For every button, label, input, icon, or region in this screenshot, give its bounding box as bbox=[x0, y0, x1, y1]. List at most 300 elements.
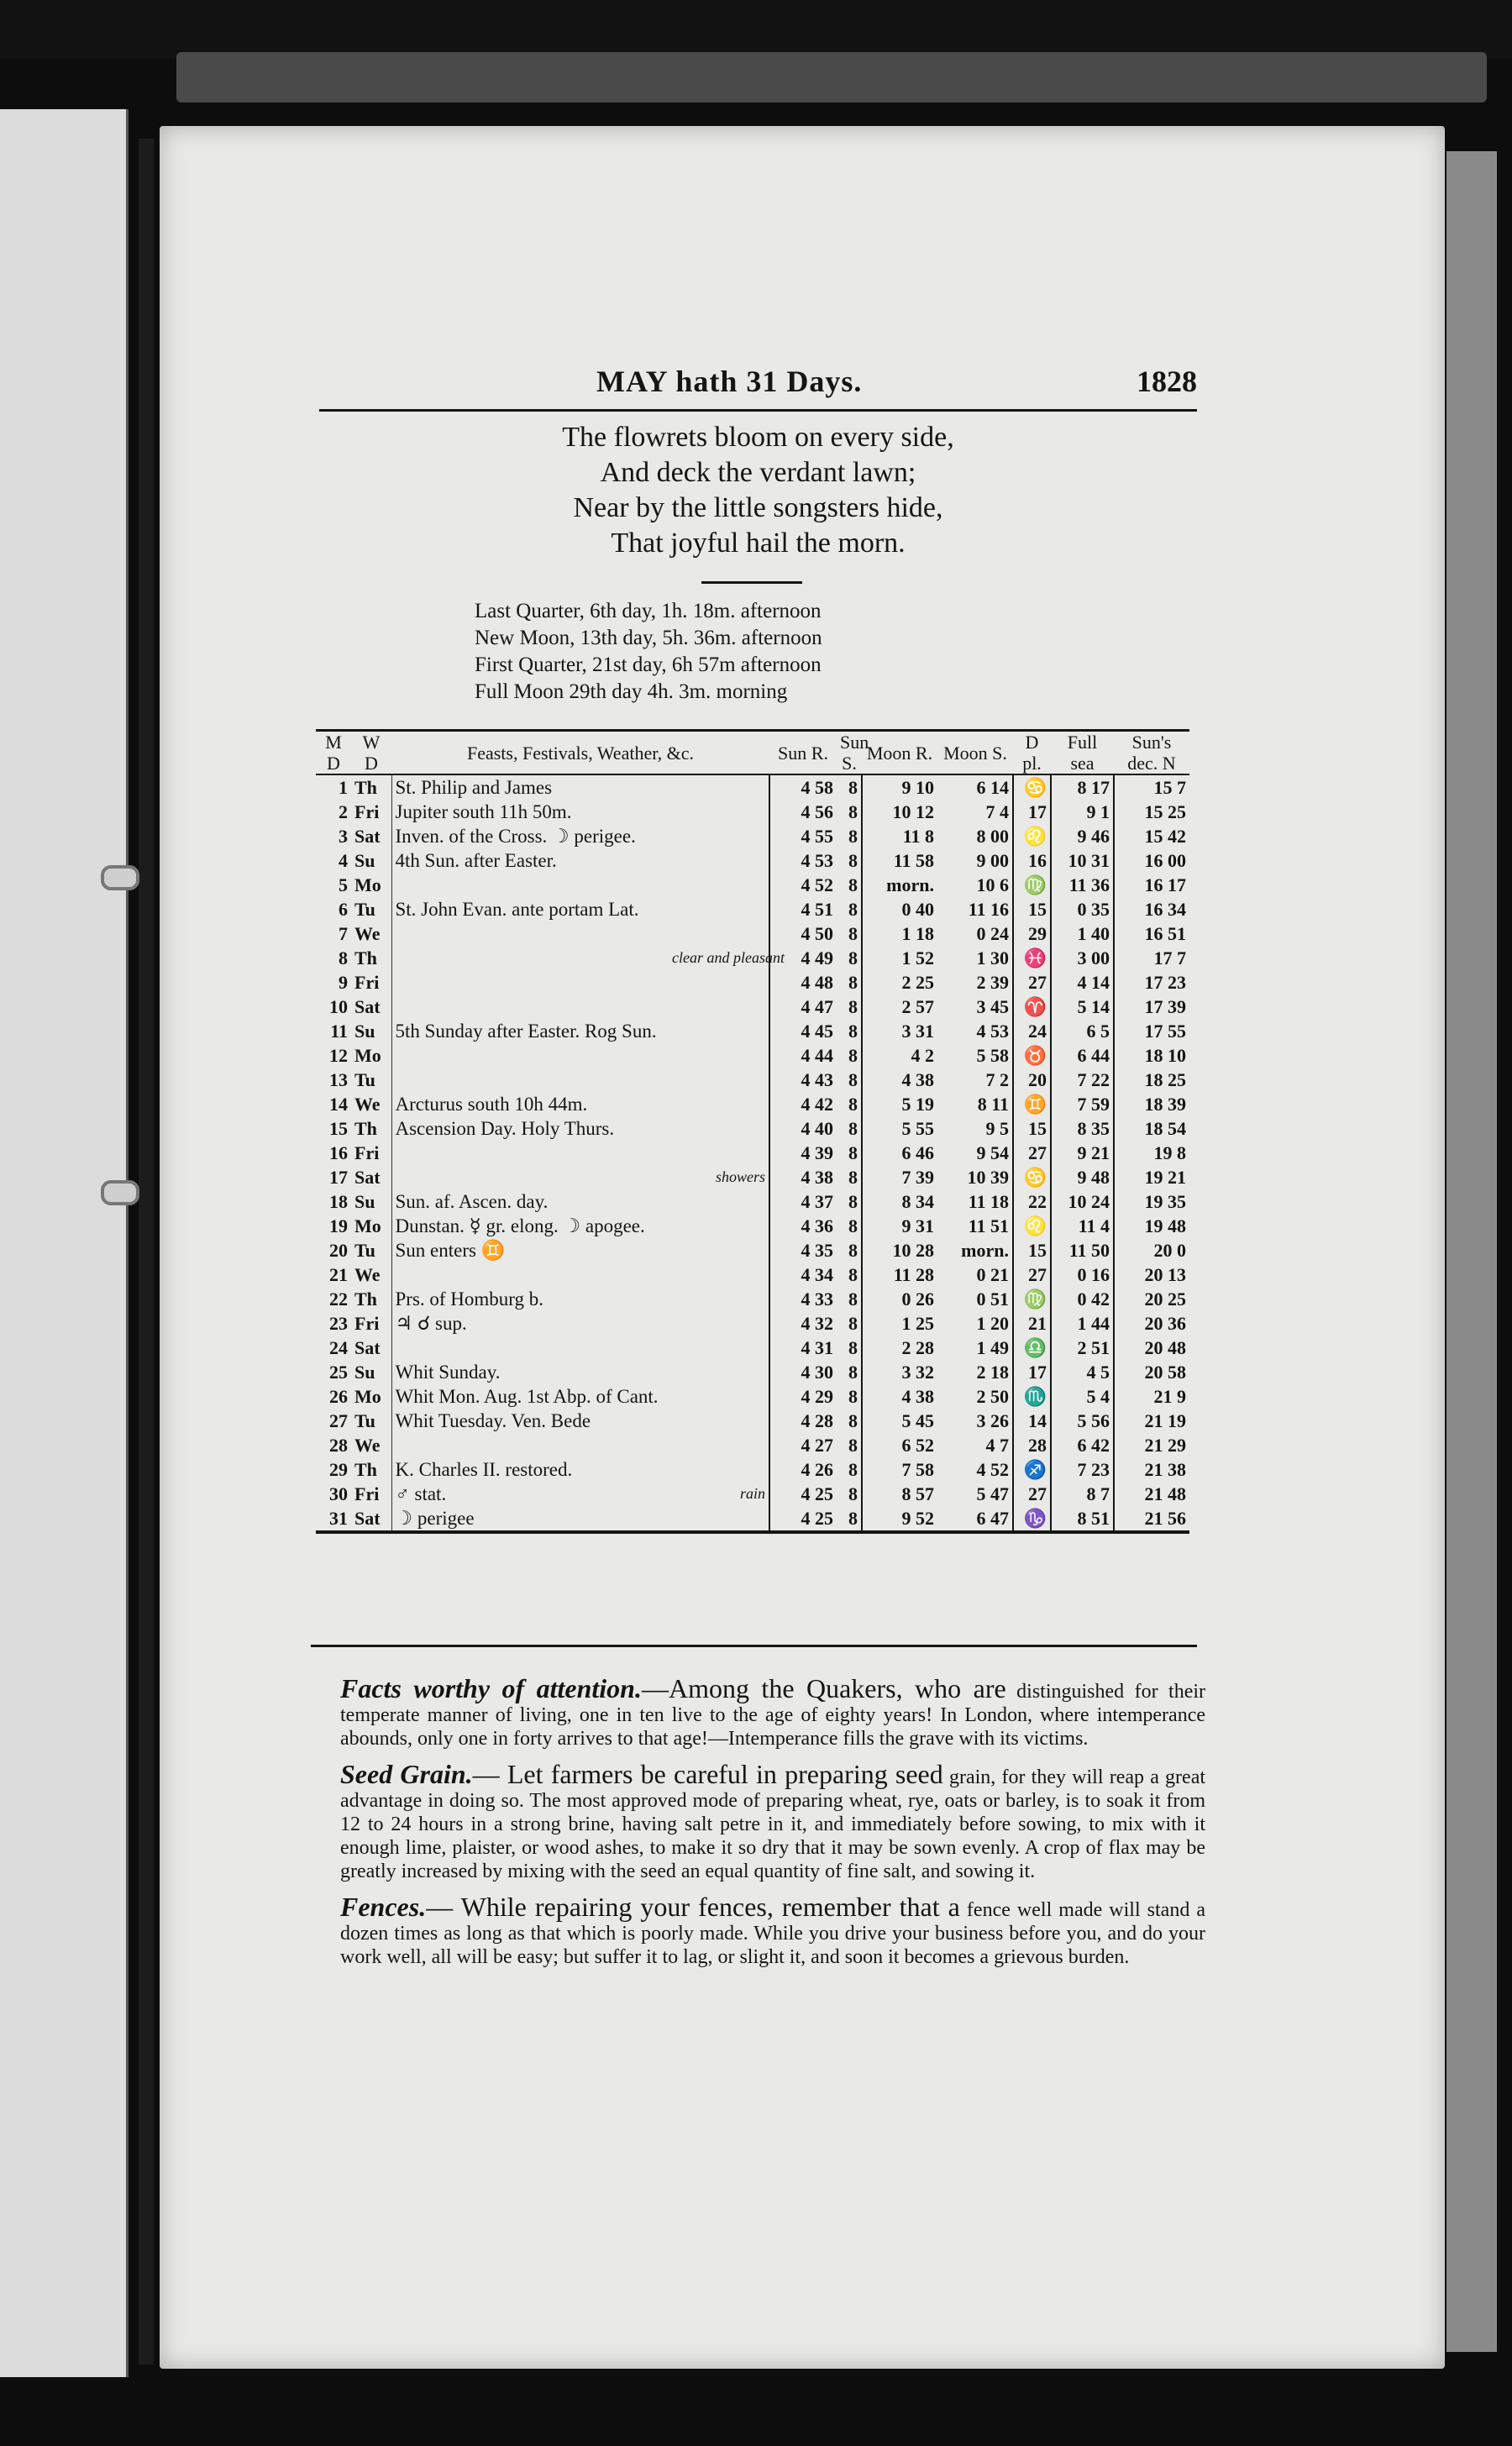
table-row bbox=[316, 1287, 1189, 1311]
cell-week-day: Fri bbox=[351, 800, 391, 824]
cell-sun-dec: 21 56 bbox=[1114, 1506, 1189, 1532]
cell-full-sea: 2 51 bbox=[1051, 1336, 1114, 1360]
cell-month-day: 17 bbox=[329, 1167, 348, 1188]
cell-sun-dec: 15 42 bbox=[1144, 826, 1186, 847]
cell-event: Sun enters ♊ bbox=[395, 1240, 506, 1261]
cell-sun-set: 8 bbox=[837, 1214, 862, 1238]
cell-weather bbox=[669, 1409, 769, 1433]
col-header: D pl. bbox=[1013, 731, 1051, 775]
cell-moon-set: 11 18 bbox=[937, 1189, 1013, 1214]
cell-moon-rise: 8 34 bbox=[901, 1191, 934, 1212]
cell-week-day: Mo bbox=[351, 1214, 391, 1238]
cell-moon-rise: 7 39 bbox=[901, 1167, 934, 1188]
cell-event bbox=[391, 1165, 669, 1189]
table-row bbox=[316, 873, 1189, 897]
cell-sun-set: 8 bbox=[837, 873, 862, 897]
cell-moon-place: 27 bbox=[1013, 1262, 1051, 1287]
cell-sun-set: 8 bbox=[837, 1506, 862, 1532]
cell-month-day: 20 bbox=[329, 1240, 348, 1261]
table-row bbox=[316, 1262, 1189, 1287]
cell-moon-place: ♑ bbox=[1013, 1506, 1051, 1532]
table-row bbox=[316, 1189, 1189, 1214]
cell-moon-rise: 1 18 bbox=[901, 923, 934, 944]
cell-weather: showers bbox=[669, 1165, 769, 1189]
cell-month-day: 23 bbox=[329, 1313, 348, 1334]
cell-sun-rise: 4 53 bbox=[801, 850, 833, 871]
cell-moon-place: 15 bbox=[1013, 1238, 1051, 1262]
cell-week-day: Th bbox=[351, 946, 391, 970]
cell-moon-rise: 11 58 bbox=[893, 850, 934, 871]
cell-sun-set: 8 bbox=[837, 1262, 862, 1287]
cell-full-sea: 1 44 bbox=[1051, 1311, 1114, 1336]
cell-full-sea: 9 1 bbox=[1051, 800, 1114, 824]
cell-moon-set: 4 7 bbox=[937, 1433, 1013, 1457]
cell-month-day: 18 bbox=[329, 1191, 348, 1212]
cell-sun-set: 8 bbox=[837, 1409, 862, 1433]
cell-week-day: We bbox=[351, 921, 391, 946]
cell-moon-place: ♉ bbox=[1013, 1043, 1051, 1068]
cell-moon-rise: 10 12 bbox=[892, 801, 934, 822]
cell-week-day: Su bbox=[351, 1189, 391, 1214]
cell-event bbox=[391, 995, 669, 1019]
cell-event bbox=[391, 873, 669, 897]
cell-event: St. John Evan. ante portam Lat. bbox=[395, 899, 639, 920]
cell-event bbox=[391, 921, 669, 946]
cell-moon-place: 17 bbox=[1013, 1360, 1051, 1384]
cell-full-sea: 5 14 bbox=[1051, 995, 1114, 1019]
col-header: Moon R. bbox=[862, 731, 937, 775]
cell-event: ☽ perigee bbox=[391, 1506, 669, 1532]
note-title: Seed Grain. bbox=[340, 1759, 473, 1789]
cell-month-day: 1 bbox=[339, 777, 348, 798]
cell-month-day: 4 bbox=[339, 850, 348, 871]
cell-moon-rise: 5 55 bbox=[901, 1118, 934, 1139]
cell-event: Whit Tuesday. Ven. Bede bbox=[395, 1410, 591, 1431]
col-header: Moon S. bbox=[937, 731, 1013, 775]
cell-month-day: 10 bbox=[329, 996, 348, 1017]
cell-sun-dec: 19 21 bbox=[1144, 1167, 1186, 1188]
cell-month-day: 28 bbox=[329, 1435, 348, 1456]
cell-sun-rise: 4 58 bbox=[801, 777, 833, 798]
cell-moon-rise: 6 46 bbox=[901, 1142, 934, 1163]
cell-full-sea: 10 31 bbox=[1051, 848, 1114, 873]
cell-week-day: We bbox=[351, 1433, 391, 1457]
cell-moon-place: 21 bbox=[1013, 1311, 1051, 1336]
note-paragraph bbox=[340, 1892, 1205, 1969]
cell-week-day: Sat bbox=[351, 1165, 391, 1189]
moon-phase-line: Last Quarter, 6th day, 1h. 18m. afternoon bbox=[475, 600, 822, 622]
cell-week-day: Tu bbox=[351, 1068, 391, 1092]
cell-sun-set: 8 bbox=[837, 1019, 862, 1043]
cell-moon-set: 3 26 bbox=[937, 1409, 1013, 1433]
cell-sun-dec: 16 00 bbox=[1144, 850, 1186, 871]
cell-week-day: Sat bbox=[351, 824, 391, 848]
cell-full-sea: 8 7 bbox=[1051, 1482, 1114, 1506]
cell-week-day: Th bbox=[351, 1116, 391, 1141]
cell-sun-rise: 4 35 bbox=[801, 1240, 833, 1261]
cell-sun-rise: 4 43 bbox=[801, 1069, 833, 1090]
cell-event: K. Charles II. restored. bbox=[395, 1459, 573, 1480]
note-text: grain, for they will reap a great advantage in doing so. The most approved mode of preparing wheat, rye, oats or barley, is to soak it from 12 to 24 hours in a strong brine, having salt petre in it, and immediately before sowing, to mix with it enough lime, plaister, or wood ashes, to make it so dry that it may be sown evenly. A crop of flax may be greatly increased by mixing with the seed an equal quantity of fine salt, and sowing it. bbox=[340, 1766, 1206, 1882]
cell-week-day: Fri bbox=[351, 1141, 391, 1165]
cell-moon-rise: 9 52 bbox=[862, 1506, 937, 1532]
cell-week-day: Mo bbox=[351, 873, 391, 897]
cell-moon-set: 5 58 bbox=[937, 1043, 1013, 1068]
cell-moon-rise: 2 28 bbox=[901, 1337, 934, 1358]
table-row bbox=[316, 1457, 1189, 1482]
cell-moon-place: 29 bbox=[1013, 921, 1051, 946]
cell-moon-rise: 1 52 bbox=[901, 947, 934, 968]
cell-sun-set: 8 bbox=[837, 1457, 862, 1482]
cell-week-day: Sat bbox=[351, 995, 391, 1019]
cell-moon-set: 2 39 bbox=[937, 970, 1013, 995]
cell-moon-place: ♓ bbox=[1013, 946, 1051, 970]
col-header: Feasts, Festivals, Weather, &c. bbox=[391, 731, 769, 775]
cell-sun-set: 8 bbox=[837, 970, 862, 995]
cell-sun-rise: 4 48 bbox=[801, 972, 833, 993]
cell-moon-rise: 7 58 bbox=[901, 1459, 934, 1480]
cell-full-sea: 7 59 bbox=[1051, 1092, 1114, 1116]
cell-weather bbox=[669, 1360, 769, 1384]
cell-moon-rise: 4 38 bbox=[901, 1386, 934, 1407]
cell-month-day: 7 bbox=[339, 923, 348, 944]
cell-moon-set: 8 00 bbox=[937, 824, 1013, 848]
table-row bbox=[316, 774, 1189, 800]
cell-weather bbox=[669, 1457, 769, 1482]
table-row bbox=[316, 1116, 1189, 1141]
cell-moon-place: ♊ bbox=[1013, 1092, 1051, 1116]
cell-full-sea: 9 46 bbox=[1051, 824, 1114, 848]
cell-weather bbox=[669, 1092, 769, 1116]
cell-sun-rise: 4 40 bbox=[801, 1118, 833, 1139]
cell-sun-set: 8 bbox=[837, 1043, 862, 1068]
cell-moon-set: 6 47 bbox=[937, 1506, 1013, 1532]
calendar-table-wrap bbox=[316, 729, 1189, 1534]
cell-weather bbox=[669, 1262, 769, 1287]
cell-sun-rise: 4 50 bbox=[801, 923, 833, 944]
cell-week-day: Th bbox=[351, 774, 391, 800]
cell-event: Jupiter south 11h 50m. bbox=[395, 801, 572, 822]
cell-sun-set: 8 bbox=[837, 1092, 862, 1116]
cell-sun-set: 8 bbox=[837, 774, 862, 800]
cell-moon-place: 27 bbox=[1013, 1141, 1051, 1165]
table-row bbox=[316, 946, 1189, 970]
cell-month-day: 21 bbox=[329, 1264, 348, 1285]
table-header-row bbox=[316, 731, 1189, 775]
cell-sun-rise: 4 34 bbox=[801, 1264, 833, 1285]
cell-weather bbox=[669, 848, 769, 873]
cell-full-sea: 4 14 bbox=[1051, 970, 1114, 995]
cell-sun-rise: 4 29 bbox=[801, 1386, 833, 1407]
cell-sun-dec: 17 55 bbox=[1144, 1021, 1186, 1042]
binding-ring-icon bbox=[101, 865, 139, 890]
cell-full-sea: 9 21 bbox=[1051, 1141, 1114, 1165]
book-spine bbox=[139, 139, 154, 2365]
poem-line: Near by the little songsters hide, bbox=[573, 492, 943, 523]
cell-event: ♃ ☌ sup. bbox=[395, 1313, 467, 1334]
cell-weather bbox=[669, 1506, 769, 1532]
poem-line: That joyful hail the morn. bbox=[611, 528, 906, 559]
cell-week-day: Sat bbox=[351, 1506, 391, 1532]
cell-moon-set: 7 4 bbox=[937, 800, 1013, 824]
cell-moon-set: 7 2 bbox=[937, 1068, 1013, 1092]
cell-sun-set: 8 bbox=[837, 946, 862, 970]
cell-weather bbox=[669, 1116, 769, 1141]
cell-event bbox=[391, 1043, 669, 1068]
cell-full-sea: 8 17 bbox=[1051, 774, 1114, 800]
table-row bbox=[316, 1141, 1189, 1165]
cell-month-day: 8 bbox=[339, 947, 348, 968]
cell-sun-dec: 17 39 bbox=[1144, 996, 1186, 1017]
scan-frame-tab bbox=[176, 52, 1487, 102]
cell-event bbox=[391, 1141, 669, 1165]
table-row bbox=[316, 995, 1189, 1019]
cell-full-sea: 6 42 bbox=[1051, 1433, 1114, 1457]
cell-event: Ascension Day. Holy Thurs. bbox=[395, 1118, 615, 1139]
cell-week-day: We bbox=[351, 1262, 391, 1287]
cell-moon-set: 1 49 bbox=[937, 1336, 1013, 1360]
table-row bbox=[316, 1311, 1189, 1336]
cell-month-day: 12 bbox=[329, 1045, 348, 1066]
page-header bbox=[319, 357, 1197, 416]
table-row bbox=[316, 1384, 1189, 1409]
note-text: distinguished for their temperate manner of living, one in ten live to the age of eighty years! In London, where intemperance abounds, only one in forty arrives to that age!—Intemperance fills the grave with its victims. bbox=[340, 1681, 1206, 1750]
cell-sun-rise: 4 32 bbox=[801, 1313, 833, 1334]
cell-week-day: Tu bbox=[351, 897, 391, 921]
cell-sun-rise: 4 42 bbox=[801, 1094, 833, 1115]
cell-sun-rise: 4 25 bbox=[769, 1506, 837, 1532]
cell-moon-rise: 9 10 bbox=[901, 777, 934, 798]
cell-event bbox=[391, 1336, 669, 1360]
cell-moon-set: 9 5 bbox=[937, 1116, 1013, 1141]
cell-moon-place: 15 bbox=[1013, 1116, 1051, 1141]
cell-month-day: 9 bbox=[339, 972, 348, 993]
cell-moon-set: 3 45 bbox=[937, 995, 1013, 1019]
note-title: Fences. bbox=[340, 1892, 427, 1922]
cell-sun-dec: 21 38 bbox=[1144, 1459, 1186, 1480]
cell-full-sea: 6 44 bbox=[1051, 1043, 1114, 1068]
cell-moon-rise: morn. bbox=[886, 874, 934, 895]
cell-sun-set: 8 bbox=[837, 1384, 862, 1409]
cell-sun-set: 8 bbox=[837, 1116, 862, 1141]
cell-moon-rise: 11 8 bbox=[902, 826, 934, 847]
cell-week-day: Su bbox=[351, 1019, 391, 1043]
cell-weather bbox=[669, 873, 769, 897]
cell-week-day: Mo bbox=[351, 1043, 391, 1068]
cell-sun-set: 8 bbox=[837, 897, 862, 921]
col-header: Sun R. bbox=[769, 731, 837, 775]
note-lead: — Let farmers be careful in preparing seed bbox=[472, 1759, 943, 1789]
table-row bbox=[316, 1092, 1189, 1116]
cell-month-day: 26 bbox=[329, 1386, 348, 1407]
cell-full-sea: 3 00 bbox=[1051, 946, 1114, 970]
cell-moon-set: 10 39 bbox=[937, 1165, 1013, 1189]
cell-weather: rain bbox=[669, 1482, 769, 1506]
cell-sun-rise: 4 39 bbox=[801, 1142, 833, 1163]
cell-moon-set: 2 18 bbox=[937, 1360, 1013, 1384]
cell-sun-set: 8 bbox=[837, 921, 862, 946]
cell-moon-set: 11 51 bbox=[937, 1214, 1013, 1238]
table-row bbox=[316, 897, 1189, 921]
cell-weather bbox=[669, 824, 769, 848]
cell-sun-rise: 4 52 bbox=[801, 874, 833, 895]
table-row bbox=[316, 970, 1189, 995]
cell-sun-dec: 16 51 bbox=[1144, 923, 1186, 944]
cell-weather bbox=[669, 1019, 769, 1043]
cell-moon-rise: 0 26 bbox=[901, 1289, 934, 1310]
cell-moon-rise: 2 57 bbox=[901, 996, 934, 1017]
facing-page-edge bbox=[0, 109, 129, 2377]
poem-line: The flowrets bloom on every side, bbox=[562, 422, 954, 453]
cell-sun-dec: 20 36 bbox=[1144, 1313, 1186, 1334]
table-row bbox=[316, 1214, 1189, 1238]
cell-event: Dunstan. ☿ gr. elong. ☽ apogee. bbox=[395, 1215, 645, 1236]
cell-full-sea: 8 35 bbox=[1051, 1116, 1114, 1141]
note-text: fence well made will stand a dozen times as long as that which is poorly made. While you drive your business before you, and do your work well, all will be easy; but suffer it to lag, or slight it, and soon it becomes a grievous burden. bbox=[340, 1899, 1206, 1968]
cell-month-day: 30 bbox=[329, 1483, 348, 1504]
cell-moon-set: 9 00 bbox=[937, 848, 1013, 873]
cell-moon-rise: 4 2 bbox=[911, 1045, 934, 1066]
cell-sun-rise: 4 45 bbox=[801, 1021, 833, 1042]
cell-moon-place: 24 bbox=[1013, 1019, 1051, 1043]
cell-full-sea: 0 16 bbox=[1051, 1262, 1114, 1287]
cell-moon-set: 8 11 bbox=[937, 1092, 1013, 1116]
cell-moon-rise: 3 31 bbox=[901, 1021, 934, 1042]
cell-event: ♂ stat. bbox=[395, 1483, 447, 1504]
cell-sun-dec: 21 29 bbox=[1144, 1435, 1186, 1456]
cell-weather bbox=[669, 921, 769, 946]
cell-weather: clear and pleasant bbox=[669, 946, 769, 970]
cell-moon-rise: 11 28 bbox=[893, 1264, 934, 1285]
cell-sun-dec: 20 25 bbox=[1144, 1289, 1186, 1310]
cell-full-sea: 8 51 bbox=[1051, 1506, 1114, 1532]
divider bbox=[701, 581, 802, 584]
cell-moon-place: ♋ bbox=[1013, 774, 1051, 800]
cell-moon-place: 20 bbox=[1013, 1068, 1051, 1092]
cell-event: Arcturus south 10h 44m. bbox=[395, 1094, 588, 1115]
cell-sun-dec: 21 19 bbox=[1144, 1410, 1186, 1431]
cell-event: Prs. of Homburg b. bbox=[395, 1289, 544, 1310]
cell-week-day: Fri bbox=[351, 1311, 391, 1336]
cell-sun-set: 8 bbox=[837, 1068, 862, 1092]
cell-weather bbox=[669, 970, 769, 995]
cell-weather bbox=[669, 1141, 769, 1165]
moon-phase-line: First Quarter, 21st day, 6h 57m afternoon bbox=[475, 653, 822, 676]
cell-moon-place: ♋ bbox=[1013, 1165, 1051, 1189]
cell-full-sea: 5 56 bbox=[1051, 1409, 1114, 1433]
cell-sun-rise: 4 38 bbox=[801, 1167, 833, 1188]
header-rule bbox=[319, 409, 1197, 412]
cell-sun-dec: 17 23 bbox=[1144, 972, 1186, 993]
cell-moon-set: 5 47 bbox=[937, 1482, 1013, 1506]
cell-moon-rise: 0 40 bbox=[901, 899, 934, 920]
cell-month-day: 22 bbox=[329, 1289, 348, 1310]
table-row bbox=[316, 1360, 1189, 1384]
cell-full-sea: 9 48 bbox=[1051, 1165, 1114, 1189]
cell-month-day: 2 bbox=[339, 801, 348, 822]
month-title: MAY hath 31 Days. bbox=[596, 365, 863, 398]
note-lead: — While repairing your fences, remember that a bbox=[426, 1892, 960, 1922]
cell-moon-place: 16 bbox=[1013, 848, 1051, 873]
cell-event bbox=[391, 1262, 669, 1287]
page-edge-right bbox=[1446, 151, 1497, 2352]
cell-month-day: 11 bbox=[330, 1021, 348, 1042]
cell-sun-dec: 20 48 bbox=[1144, 1337, 1186, 1358]
cell-full-sea: 7 23 bbox=[1051, 1457, 1114, 1482]
cell-moon-rise: 8 57 bbox=[901, 1483, 934, 1504]
cell-event: Whit Mon. Aug. 1st Abp. of Cant. bbox=[395, 1386, 659, 1407]
cell-sun-set: 8 bbox=[837, 1482, 862, 1506]
cell-moon-place: ♌ bbox=[1013, 824, 1051, 848]
table-row bbox=[316, 1068, 1189, 1092]
cell-sun-dec: 20 58 bbox=[1144, 1362, 1186, 1383]
calendar-table-body bbox=[316, 774, 1189, 1532]
cell-event bbox=[391, 1433, 669, 1457]
cell-sun-rise: 4 27 bbox=[801, 1435, 833, 1456]
cell-moon-place: ♏ bbox=[1013, 1384, 1051, 1409]
table-bottom-rule bbox=[311, 1645, 1197, 1647]
cell-moon-rise: 5 19 bbox=[901, 1094, 934, 1115]
cell-sun-dec: 21 48 bbox=[1144, 1483, 1186, 1504]
cell-sun-rise: 4 44 bbox=[801, 1045, 833, 1066]
cell-event: Inven. of the Cross. ☽ perigee. bbox=[395, 826, 636, 847]
cell-sun-set: 8 bbox=[837, 1433, 862, 1457]
cell-sun-rise: 4 51 bbox=[801, 899, 833, 920]
table-row bbox=[316, 1019, 1189, 1043]
cell-moon-place: 27 bbox=[1013, 1482, 1051, 1506]
cell-moon-place: 22 bbox=[1013, 1189, 1051, 1214]
cell-moon-place: ♌ bbox=[1013, 1214, 1051, 1238]
cell-week-day: Th bbox=[351, 1457, 391, 1482]
col-header: Full sea bbox=[1051, 731, 1114, 775]
cell-sun-dec: 19 8 bbox=[1153, 1142, 1186, 1163]
cell-month-day: 27 bbox=[329, 1410, 348, 1431]
cell-week-day: Tu bbox=[351, 1238, 391, 1262]
cell-sun-rise: 4 30 bbox=[801, 1362, 833, 1383]
col-header: Sun S. bbox=[837, 731, 862, 775]
cell-week-day: Mo bbox=[351, 1384, 391, 1409]
cell-event: Sun. af. Ascen. day. bbox=[395, 1191, 549, 1212]
cell-weather bbox=[669, 1043, 769, 1068]
cell-full-sea: 5 4 bbox=[1051, 1384, 1114, 1409]
cell-moon-set: 10 6 bbox=[937, 873, 1013, 897]
cell-weather bbox=[669, 774, 769, 800]
cell-sun-set: 8 bbox=[837, 1336, 862, 1360]
table-row bbox=[316, 1482, 1189, 1506]
cell-moon-place: 28 bbox=[1013, 1433, 1051, 1457]
cell-sun-dec: 20 0 bbox=[1153, 1240, 1186, 1261]
cell-moon-rise: 10 28 bbox=[892, 1240, 934, 1261]
cell-event: 5th Sunday after Easter. Rog Sun. bbox=[395, 1021, 657, 1042]
cell-event: Whit Sunday. bbox=[395, 1362, 501, 1383]
cell-sun-rise: 4 49 bbox=[801, 947, 833, 968]
cell-moon-set: 2 50 bbox=[937, 1384, 1013, 1409]
cell-moon-set: 1 20 bbox=[937, 1311, 1013, 1336]
cell-sun-set: 8 bbox=[837, 848, 862, 873]
cell-moon-set: 0 24 bbox=[937, 921, 1013, 946]
cell-moon-set: 4 53 bbox=[937, 1019, 1013, 1043]
cell-sun-rise: 4 28 bbox=[801, 1410, 833, 1431]
cell-week-day: Su bbox=[351, 1360, 391, 1384]
cell-moon-rise: 6 52 bbox=[901, 1435, 934, 1456]
cell-sun-dec: 18 10 bbox=[1144, 1045, 1186, 1066]
cell-sun-dec: 16 34 bbox=[1144, 899, 1186, 920]
col-header: W D bbox=[351, 731, 391, 775]
cell-weather bbox=[669, 1311, 769, 1336]
table-row bbox=[316, 1043, 1189, 1068]
moon-phase-line: Full Moon 29th day 4h. 3m. morning bbox=[475, 680, 788, 703]
note-title: Facts worthy of attention. bbox=[340, 1673, 642, 1703]
